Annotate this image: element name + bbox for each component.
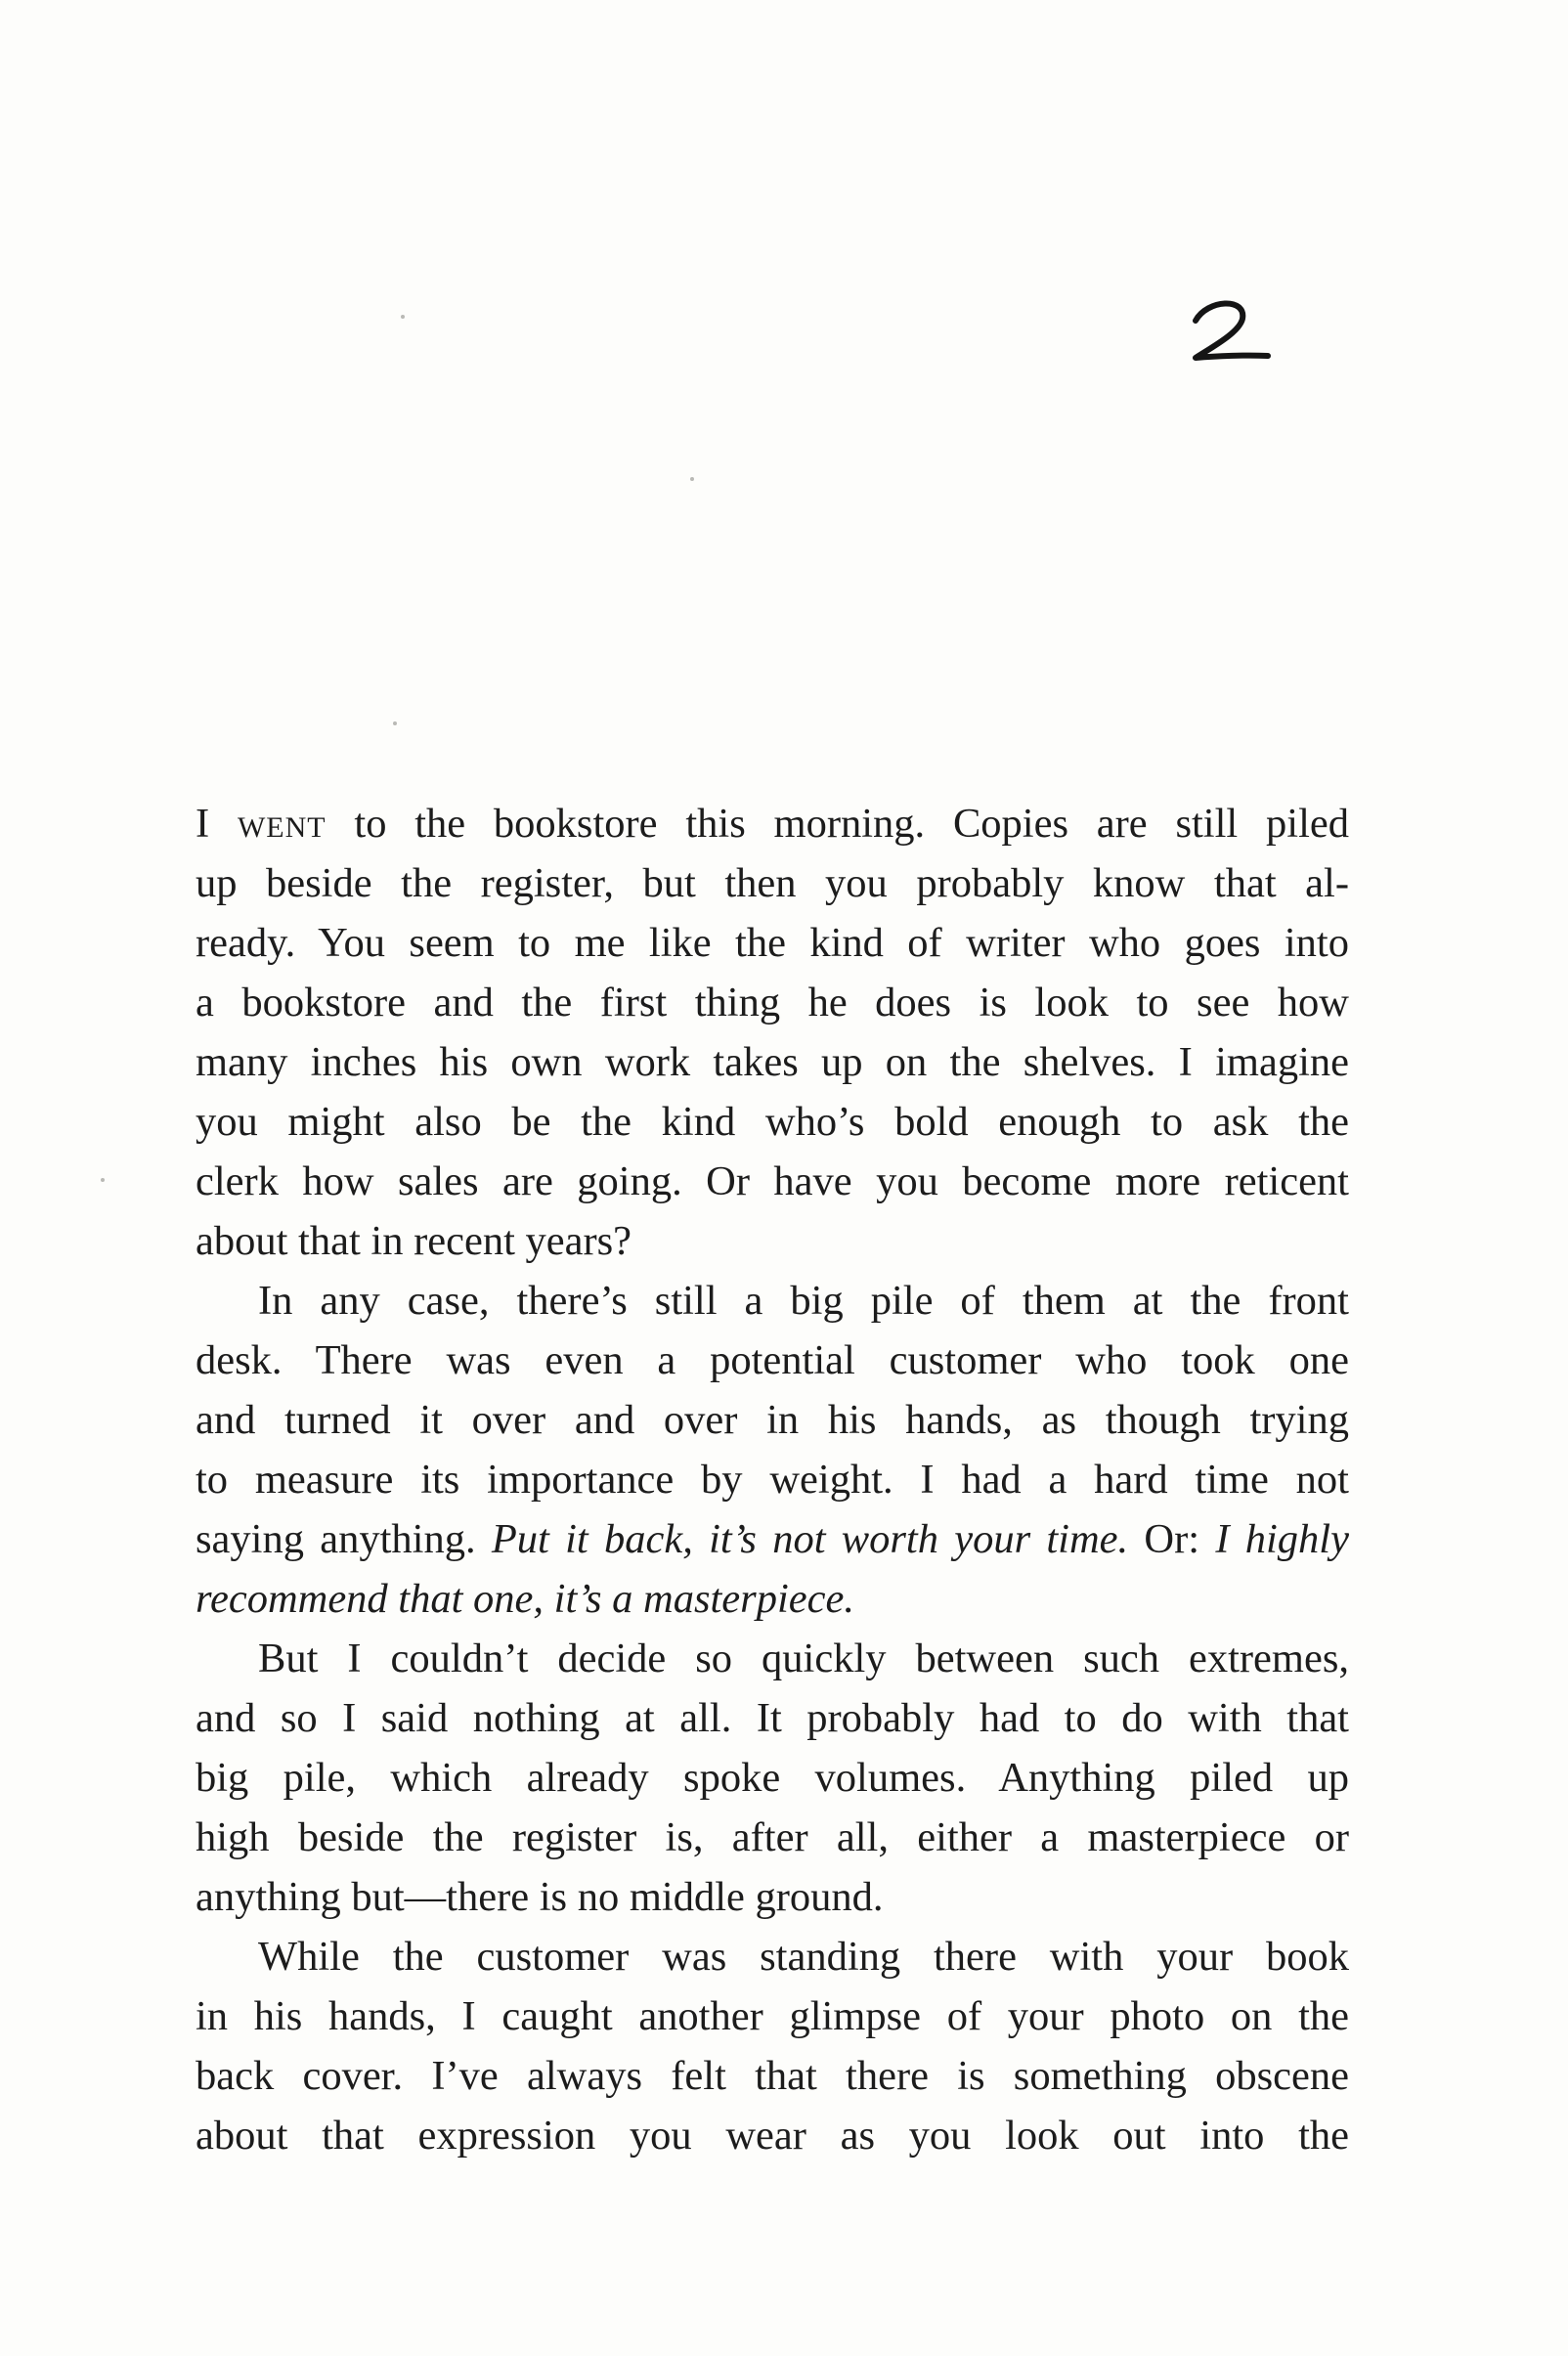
- text-line: and so I said nothing at all. It probably had to do with that: [196, 1695, 1349, 1741]
- scan-speck: [101, 1178, 105, 1182]
- italic-run: Put it back, it’s not worth your time.: [491, 1516, 1129, 1562]
- text-line: back cover. I’ve always felt that there is something obscene: [196, 2053, 1349, 2099]
- text-line: desk. There was even a potential customer who took one: [196, 1337, 1349, 1383]
- opening-letter: I: [196, 801, 238, 847]
- text-line: big pile, which already spoke volumes. Anything piled up: [196, 1755, 1349, 1801]
- text-line: about that expression you wear as you look out into the: [196, 2113, 1349, 2159]
- text-run: saying anything.: [196, 1516, 492, 1562]
- opening-rest: to the bookstore this morning. Copies are still piled: [326, 801, 1349, 847]
- text-line: [196, 1569, 1349, 1629]
- scan-speck: [690, 477, 694, 481]
- body-text: [196, 794, 1349, 2165]
- text-line: about that in recent years?: [196, 1218, 632, 1264]
- text-line: up beside the register, but then you probably know that al-: [196, 860, 1349, 906]
- opening-smallcaps: went: [237, 801, 327, 847]
- italic-run: I highly: [1215, 1516, 1349, 1562]
- paragraph-1: [196, 794, 1349, 1271]
- text-line: In any case, there’s still a big pile of them at the front: [258, 1278, 1349, 1324]
- text-line: to measure its importance by weight. I had a hard time not: [196, 1457, 1349, 1503]
- text-run: Or:: [1128, 1516, 1216, 1562]
- text-line: [196, 794, 1349, 853]
- text-line: But I couldn’t decide so quickly between such extremes,: [258, 1636, 1349, 1681]
- text-line: many inches his own work takes up on the shelves. I imagine: [196, 1039, 1349, 1085]
- text-line: [196, 1509, 1349, 1569]
- handwritten-chapter-number: [1178, 293, 1285, 371]
- text-line: high beside the register is, after all, either a masterpiece or: [196, 1814, 1349, 1860]
- paragraph-2: [196, 1271, 1349, 1629]
- text-line: you might also be the kind who’s bold enough to ask the: [196, 1099, 1349, 1145]
- scan-speck: [401, 315, 405, 319]
- paragraph-3: [196, 1629, 1349, 1927]
- chapter-number: [1178, 293, 1285, 371]
- text-line: While the customer was standing there with your book: [258, 1934, 1349, 1980]
- paragraph-4: [196, 1927, 1349, 2165]
- text-line: anything but—there is no middle ground.: [196, 1874, 884, 1920]
- scan-speck: [393, 721, 397, 725]
- text-line: in his hands, I caught another glimpse of your photo on the: [196, 1993, 1349, 2039]
- text-line: clerk how sales are going. Or have you become more reticent: [196, 1158, 1349, 1204]
- text-line: and turned it over and over in his hands, as though trying: [196, 1397, 1349, 1443]
- text-line: ready. You seem to me like the kind of writer who goes into: [196, 920, 1349, 966]
- italic-run: recommend that one, it’s a masterpiece.: [196, 1576, 854, 1622]
- text-line: a bookstore and the first thing he does is look to see how: [196, 980, 1349, 1025]
